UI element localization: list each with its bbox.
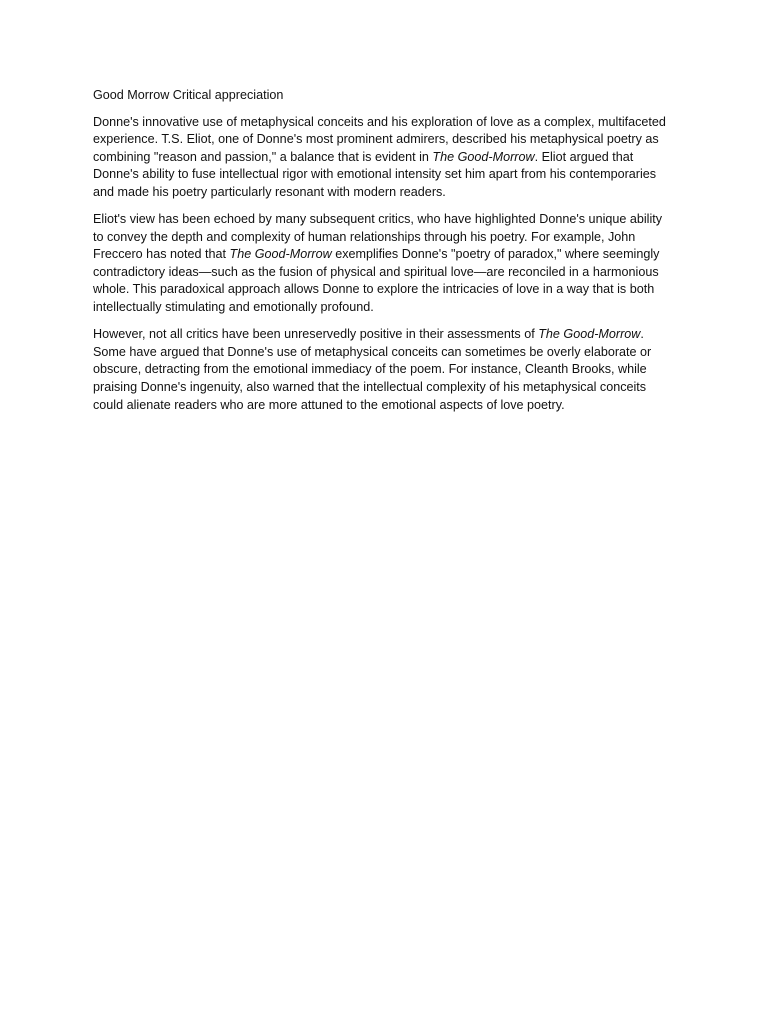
paragraph-2 <box>93 211 671 317</box>
paragraph-2-work-title: The Good-Morrow <box>229 247 332 262</box>
paragraph-1-text-a: Donne's innovative use of metaphysical conceits and his exploration of love as a complex, multifaceted experience. T.S. Eliot, one of Donne's most prominent admirers, described his metaphysical poetry as combining "reason and passion," a balance that is evident in <box>93 114 666 164</box>
paragraph-1-text-b: . Eliot argued that Donne's ability to fuse intellectual rigor with emotional intensity set him apart from his contemporaries and made his poetry particularly resonant with modern readers. <box>93 149 657 199</box>
paragraph-2-text-b: exemplifies Donne's "poetry of paradox," where seemingly contradictory ideas—such as the fusion of physical and spiritual love—are reconciled in a harmonious whole. This paradoxical approach allows Donne to explore the intricacies of love in a way that is both intellectually stimulating and emotionally profound. <box>93 247 660 315</box>
document-page <box>93 87 671 424</box>
paragraph-3-text-a: However, not all critics have been unreservedly positive in their assessments of <box>93 327 539 342</box>
paragraph-3-text-b: . Some have argued that Donne's use of metaphysical conceits can sometimes be overly elaborate or obscure, detracting from the emotional immediacy of the poem. For instance, Cleanth Brooks, while praising Donne's ingenuity, also warned that the intellectual complexity of his metaphysical conceits could alienate readers who are more attuned to the emotional aspects of love poetry. <box>93 327 652 412</box>
paragraph-3 <box>93 326 671 414</box>
paragraph-1-work-title: The Good-Morrow <box>432 149 535 164</box>
paragraph-1 <box>93 114 671 202</box>
paragraph-3-work-title: The Good-Morrow <box>538 327 641 342</box>
paragraph-2-text-a: Eliot's view has been echoed by many subsequent critics, who have highlighted Donne's unique ability to convey the depth and complexity of human relationships through his poetry. For example, John Freccero has noted that <box>93 212 663 262</box>
document-title: Good Morrow Critical appreciation <box>93 88 284 102</box>
